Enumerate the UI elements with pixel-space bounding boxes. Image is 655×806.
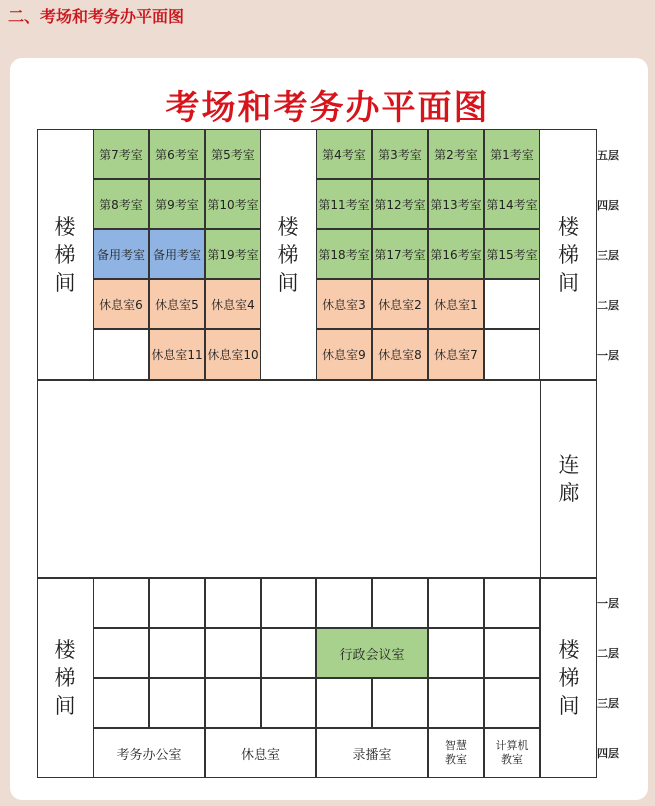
corridor-label: [540, 380, 597, 578]
room: [372, 329, 428, 380]
stairwell-label: [37, 578, 93, 778]
room: [316, 329, 372, 380]
floor-label-label: 四层: [597, 199, 619, 212]
room: [484, 229, 540, 279]
room-label: 第12考室: [374, 197, 426, 212]
room: [205, 728, 316, 778]
stairwell-label-label: 楼 梯 间: [277, 214, 299, 295]
floor-label: [597, 347, 627, 363]
room: [428, 179, 484, 229]
room: [428, 229, 484, 279]
room-label: 计算机 教室: [495, 739, 529, 766]
room: [372, 229, 428, 279]
meeting-room-label: 行政会议室: [339, 647, 405, 663]
room: [149, 329, 205, 380]
stairwell-label: [540, 129, 597, 380]
stairwell-label: [540, 578, 597, 778]
floor-label-label: 三层: [597, 249, 619, 262]
room: [93, 129, 149, 179]
room: [316, 179, 372, 229]
room: [93, 728, 205, 778]
room: [149, 129, 205, 179]
floor-label: [597, 147, 627, 163]
room: [205, 179, 261, 229]
room-label: 第11考室: [318, 197, 370, 212]
room-label: 第6考室: [155, 147, 199, 162]
room-label: 第13考室: [430, 197, 482, 212]
room-label: 休息室4: [211, 297, 255, 312]
empty-room: [484, 279, 540, 329]
empty-room: [261, 578, 316, 628]
room: [484, 728, 540, 778]
room: [93, 229, 149, 279]
room: [205, 229, 261, 279]
empty-room: [93, 329, 149, 380]
room: [372, 179, 428, 229]
empty-room: [484, 578, 540, 628]
page-heading: 二、考场和考务办平面图: [8, 7, 185, 26]
room-label: 第2考室: [434, 147, 478, 162]
room-label: 休息室: [240, 747, 280, 763]
room: [149, 279, 205, 329]
room-label: 第14考室: [486, 197, 538, 212]
room: [428, 129, 484, 179]
room: [93, 179, 149, 229]
empty-room: [149, 578, 205, 628]
empty-room: [428, 628, 484, 678]
empty-room: [316, 678, 372, 728]
room-label: 第19考室: [207, 247, 259, 262]
room-label: 休息室9: [322, 348, 366, 362]
room: [205, 129, 261, 179]
empty-room: [205, 578, 261, 628]
floor-label-label: 二层: [597, 299, 619, 312]
room-label: 第15考室: [486, 247, 538, 262]
floor-label-label: 五层: [597, 149, 619, 162]
floor-label: [597, 745, 627, 761]
room-label: 休息室1: [434, 297, 478, 312]
room: [316, 129, 372, 179]
room-label: 录播室: [352, 747, 392, 763]
room-label: 休息室7: [434, 348, 478, 362]
stairwell-label-label: 楼 梯 间: [54, 214, 76, 295]
room: [372, 129, 428, 179]
empty-room: [372, 578, 428, 628]
empty-room: [261, 628, 316, 678]
room-label: 第7考室: [99, 147, 143, 162]
empty-room: [484, 628, 540, 678]
room-label: 备用考室: [152, 247, 201, 262]
room-label: 休息室6: [99, 297, 143, 312]
empty-room: [149, 678, 205, 728]
room-label: 休息室8: [378, 348, 422, 362]
empty-room: [93, 628, 149, 678]
room: [316, 279, 372, 329]
room-label: 第5考室: [211, 147, 255, 162]
empty-room: [149, 628, 205, 678]
room-label: 备用考室: [96, 247, 145, 262]
floor-label: [597, 645, 627, 661]
floor-label: [597, 197, 627, 213]
stairwell-label: [37, 129, 93, 380]
empty-room: [372, 678, 428, 728]
floor-label-label: 四层: [597, 747, 619, 760]
floor-label: [597, 595, 627, 611]
room-label: 休息室2: [378, 297, 422, 312]
room-label: 第8考室: [99, 197, 143, 212]
corridor-outline: [37, 380, 597, 578]
empty-room: [484, 329, 540, 380]
room: [149, 179, 205, 229]
room: [428, 279, 484, 329]
room: [149, 229, 205, 279]
room-label: 智慧 教室: [445, 739, 467, 766]
empty-room: [93, 578, 149, 628]
room-label: 休息室3: [322, 297, 366, 312]
stairwell-label-label: 楼 梯 间: [54, 638, 76, 718]
stairwell-label-label: 楼 梯 间: [558, 214, 579, 295]
room: [372, 279, 428, 329]
floor-label-label: 一层: [597, 597, 619, 610]
room: [428, 728, 484, 778]
room: [428, 329, 484, 380]
empty-room: [93, 678, 149, 728]
floor-label-label: 二层: [597, 647, 619, 660]
empty-room: [205, 678, 261, 728]
stairwell-label-label: 楼 梯 间: [558, 638, 580, 718]
empty-room: [428, 578, 484, 628]
room: [93, 279, 149, 329]
room-label: 第9考室: [155, 197, 199, 212]
room-label: 第17考室: [374, 247, 426, 262]
room-label: 第1考室: [490, 147, 534, 162]
floor-label: [597, 297, 627, 313]
empty-room: [261, 678, 316, 728]
room: [316, 728, 428, 778]
room-label: 休息室10: [207, 348, 259, 362]
room-label: 休息室5: [155, 297, 199, 312]
floor-label-label: 一层: [597, 349, 619, 362]
room-label: 考务办公室: [116, 747, 182, 763]
room-label: 第10考室: [207, 197, 259, 212]
empty-room: [484, 678, 540, 728]
room-label: 第4考室: [322, 147, 366, 162]
floor-label-label: 三层: [597, 697, 619, 710]
room: [484, 179, 540, 229]
room: [484, 129, 540, 179]
corridor-label-label: 连 廊: [558, 453, 580, 505]
room-label: 第3考室: [378, 147, 422, 162]
diagram-title: 考场和考务办平面图: [165, 88, 490, 128]
floor-label: [597, 695, 627, 711]
room: [316, 229, 372, 279]
stairwell-label: [260, 129, 316, 380]
room-label: 第18考室: [318, 247, 370, 262]
room-label: 第16考室: [430, 247, 482, 262]
meeting-room: [316, 628, 428, 678]
room: [205, 279, 261, 329]
empty-room: [205, 628, 261, 678]
room: [205, 329, 261, 380]
room-label: 休息室11: [151, 348, 203, 362]
empty-room: [428, 678, 484, 728]
empty-room: [316, 578, 372, 628]
floor-label: [597, 247, 627, 263]
